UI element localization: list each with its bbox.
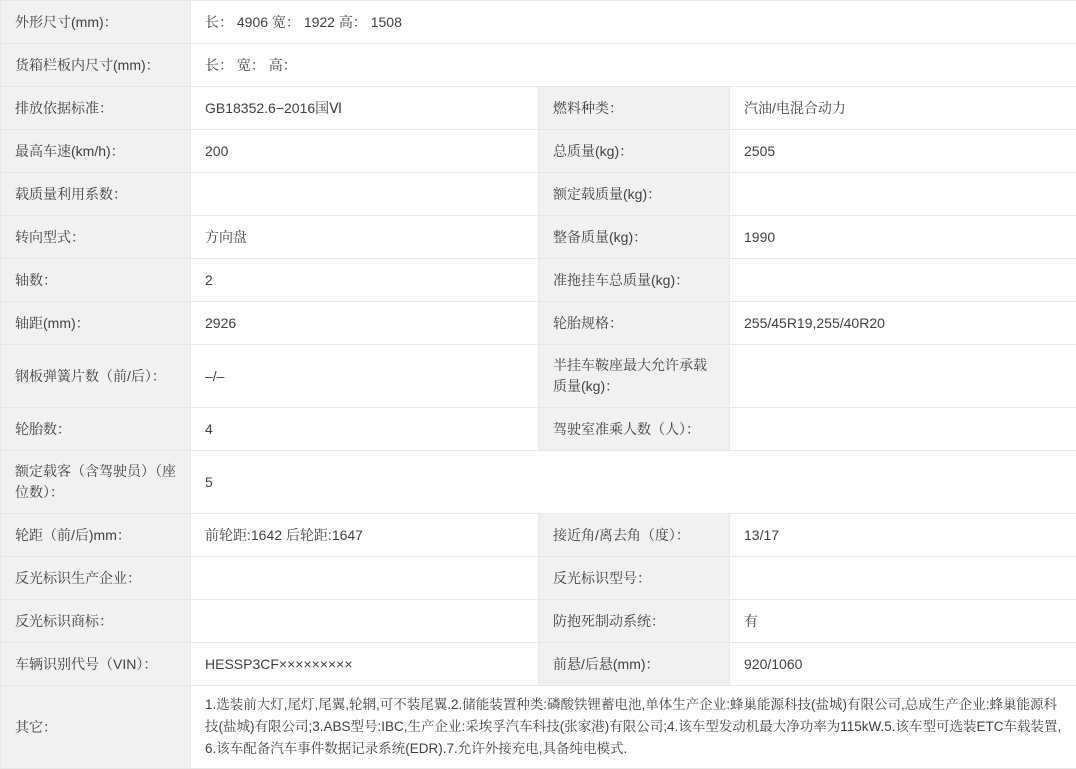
spec-label: 防抱死制动系统： xyxy=(539,600,730,643)
spec-row xyxy=(1,345,1076,408)
spec-value: GB18352.6−2016国Ⅵ xyxy=(191,87,539,130)
spec-value: HESSP3CF××××××××× xyxy=(191,643,539,686)
spec-value: 5 xyxy=(191,451,1076,514)
spec-row xyxy=(1,1,1076,44)
spec-label: 车辆识别代号（VIN）： xyxy=(1,643,191,686)
spec-label: 半挂车鞍座最大允许承载质量(kg)： xyxy=(539,345,730,408)
spec-row xyxy=(1,130,1076,173)
spec-value: 1.选装前大灯,尾灯,尾翼,轮辋,可不装尾翼.2.储能装置种类:磷酸铁锂蓄电池,单体生产企业:蜂巢能源科技(盐城)有限公司,总成生产企业:蜂巢能源科技(盐城)有限公司;3.ABS型号:IBC,生产企业:采埃孚汽车科技(张家港)有限公司;4.该车型发动机最大净功率为115kW.5.该车型可选装ETC车载装置,6.该车配备汽车事件数据记录系统(EDR).7.允许外接充电,具备纯电模式. xyxy=(191,686,1076,769)
spec-label: 反光标识型号： xyxy=(539,557,730,600)
spec-value: 汽油/电混合动力 xyxy=(730,87,1076,130)
vehicle-spec-table-body xyxy=(1,1,1076,769)
spec-value: 200 xyxy=(191,130,539,173)
spec-row xyxy=(1,686,1076,769)
spec-label: 货箱栏板内尺寸(mm)： xyxy=(1,44,191,87)
spec-value: 13/17 xyxy=(730,514,1076,557)
spec-label: 总质量(kg)： xyxy=(539,130,730,173)
spec-label: 排放依据标准： xyxy=(1,87,191,130)
spec-row xyxy=(1,44,1076,87)
spec-value xyxy=(730,345,1076,408)
spec-label: 外形尺寸(mm)： xyxy=(1,1,191,44)
spec-value: 2926 xyxy=(191,302,539,345)
spec-row xyxy=(1,87,1076,130)
spec-value xyxy=(191,557,539,600)
spec-value xyxy=(730,173,1076,216)
spec-row xyxy=(1,514,1076,557)
spec-label: 轮距（前/后)mm： xyxy=(1,514,191,557)
spec-value: 有 xyxy=(730,600,1076,643)
spec-value: 前轮距:1642 后轮距:1647 xyxy=(191,514,539,557)
spec-value: 长： 宽： 高： xyxy=(191,44,1076,87)
spec-value: 255/45R19,255/40R20 xyxy=(730,302,1076,345)
spec-row xyxy=(1,408,1076,451)
spec-label: 额定载质量(kg)： xyxy=(539,173,730,216)
spec-value xyxy=(191,600,539,643)
spec-label: 载质量利用系数： xyxy=(1,173,191,216)
spec-row xyxy=(1,643,1076,686)
spec-label: 最高车速(km/h)： xyxy=(1,130,191,173)
spec-label: 接近角/离去角（度）： xyxy=(539,514,730,557)
spec-label: 转向型式： xyxy=(1,216,191,259)
spec-label: 轴数： xyxy=(1,259,191,302)
spec-value: 方向盘 xyxy=(191,216,539,259)
spec-label: 反光标识生产企业： xyxy=(1,557,191,600)
spec-label: 准拖挂车总质量(kg)： xyxy=(539,259,730,302)
spec-label: 整备质量(kg)： xyxy=(539,216,730,259)
spec-label: 轴距(mm)： xyxy=(1,302,191,345)
spec-label: 轮胎规格： xyxy=(539,302,730,345)
spec-value: 920/1060 xyxy=(730,643,1076,686)
spec-value: –/– xyxy=(191,345,539,408)
spec-label: 轮胎数： xyxy=(1,408,191,451)
spec-row xyxy=(1,557,1076,600)
spec-value: 1990 xyxy=(730,216,1076,259)
spec-value xyxy=(730,557,1076,600)
spec-label: 燃料种类： xyxy=(539,87,730,130)
spec-row xyxy=(1,600,1076,643)
spec-label: 驾驶室准乘人数（人）： xyxy=(539,408,730,451)
spec-row xyxy=(1,173,1076,216)
spec-value xyxy=(730,408,1076,451)
spec-value: 2 xyxy=(191,259,539,302)
spec-value: 4 xyxy=(191,408,539,451)
spec-row xyxy=(1,302,1076,345)
spec-value xyxy=(730,259,1076,302)
spec-row xyxy=(1,451,1076,514)
spec-value: 2505 xyxy=(730,130,1076,173)
spec-label: 其它： xyxy=(1,686,191,769)
spec-label: 钢板弹簧片数（前/后）： xyxy=(1,345,191,408)
spec-row xyxy=(1,216,1076,259)
spec-value xyxy=(191,173,539,216)
spec-label: 前悬/后悬(mm)： xyxy=(539,643,730,686)
spec-label: 反光标识商标： xyxy=(1,600,191,643)
spec-value: 长： 4906 宽： 1922 高： 1508 xyxy=(191,1,1076,44)
spec-label: 额定载客（含驾驶员）（座位数）： xyxy=(1,451,191,514)
spec-row xyxy=(1,259,1076,302)
